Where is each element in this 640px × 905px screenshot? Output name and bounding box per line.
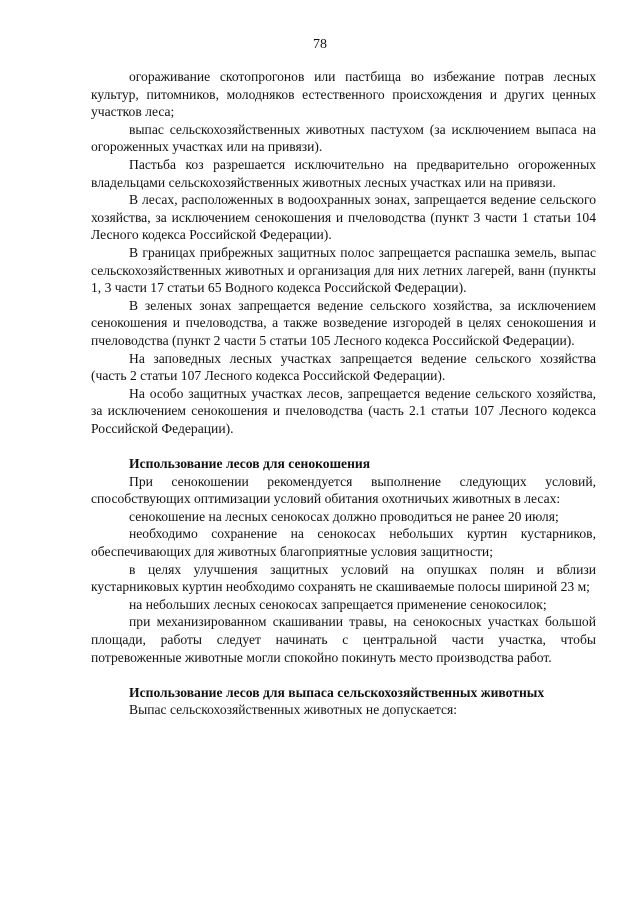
spacer — [91, 666, 596, 684]
paragraph: В границах прибрежных защитных полос запрещается распашка земель, выпас сельскохозяйственных животных и организация для них летних лагерей, ванн (пункты 1, 3 части 17 статьи 65 Водного кодекса Российской Федерации). — [91, 244, 596, 296]
spacer — [91, 437, 596, 455]
paragraph: выпас сельскохозяйственных животных пастухом (за исключением выпаса на огороженных участках или на привязи). — [91, 121, 596, 155]
paragraph: При сенокошении рекомендуется выполнение следующих условий, способствующих оптимизации условий обитания охотничьих животных в лесах: — [91, 473, 596, 507]
paragraph: при механизированном скашивании травы, на сенокосных участках большой площади, работы следует начинать с центральной части участка, чтобы потревоженные животные могли спокойно покинуть место производства работ. — [91, 614, 596, 665]
paragraph: На заповедных лесных участках запрещается ведение сельского хозяйства (часть 2 статьи 107 Лесного кодекса Российской Федерации). — [91, 350, 596, 384]
page-number: 78 — [313, 37, 327, 52]
section-heading-haymaking: Использование лесов для сенокошения — [129, 456, 371, 472]
paragraph: в целях улучшения защитных условий на опушках полян и вблизи кустарниковых куртин необходимо сохранять не скашиваемые полосы шириной 23 м; — [91, 561, 596, 595]
paragraph: необходимо сохранение на сенокосах небольших куртин кустарников, обеспечивающих для животных благоприятные условия защитности; — [91, 526, 596, 560]
paragraph: сенокошение на лесных сенокосах должно проводиться не ранее 20 июля; — [129, 508, 559, 524]
paragraph: на небольших лесных сенокосах запрещается применение сенокосилок; — [129, 596, 547, 612]
paragraph: Пастьба коз разрешается исключительно на предварительно огороженных владельцами сельскохозяйственных животных лесных участках или на привязи. — [91, 156, 596, 190]
section-heading-grazing: Использование лесов для выпаса сельскохозяйственных животных — [129, 684, 545, 700]
paragraph: На особо защитных участках лесов, запрещается ведение сельского хозяйства, за исключением сенокошения и пчеловодства (часть 2.1 статьи 107 Лесного кодекса Российской Федерации). — [91, 385, 596, 436]
paragraph: В зеленых зонах запрещается ведение сельского хозяйства, за исключением сенокошения и пчеловодства, а также возведение изгородей в целях сенокошения и пчеловодства (пункт 2 части 5 статьи 105 Лесного кодекса Российской Федерации). — [91, 297, 596, 348]
paragraph: Выпас сельскохозяйственных животных не допускается: — [129, 702, 458, 718]
paragraph: огораживание скотопрогонов или пастбища во избежание потрав лесных культур, питомников, молодняков естественного происхождения и других ценных участков леса; — [91, 69, 596, 120]
paragraph: В лесах, расположенных в водоохранных зонах, запрещается ведение сельского хозяйства, за исключением сенокошения и пчеловодства (пункт 3 части 1 статьи 104 Лесного кодекса Российской Федерации). — [91, 192, 596, 243]
page-content — [91, 68, 596, 719]
